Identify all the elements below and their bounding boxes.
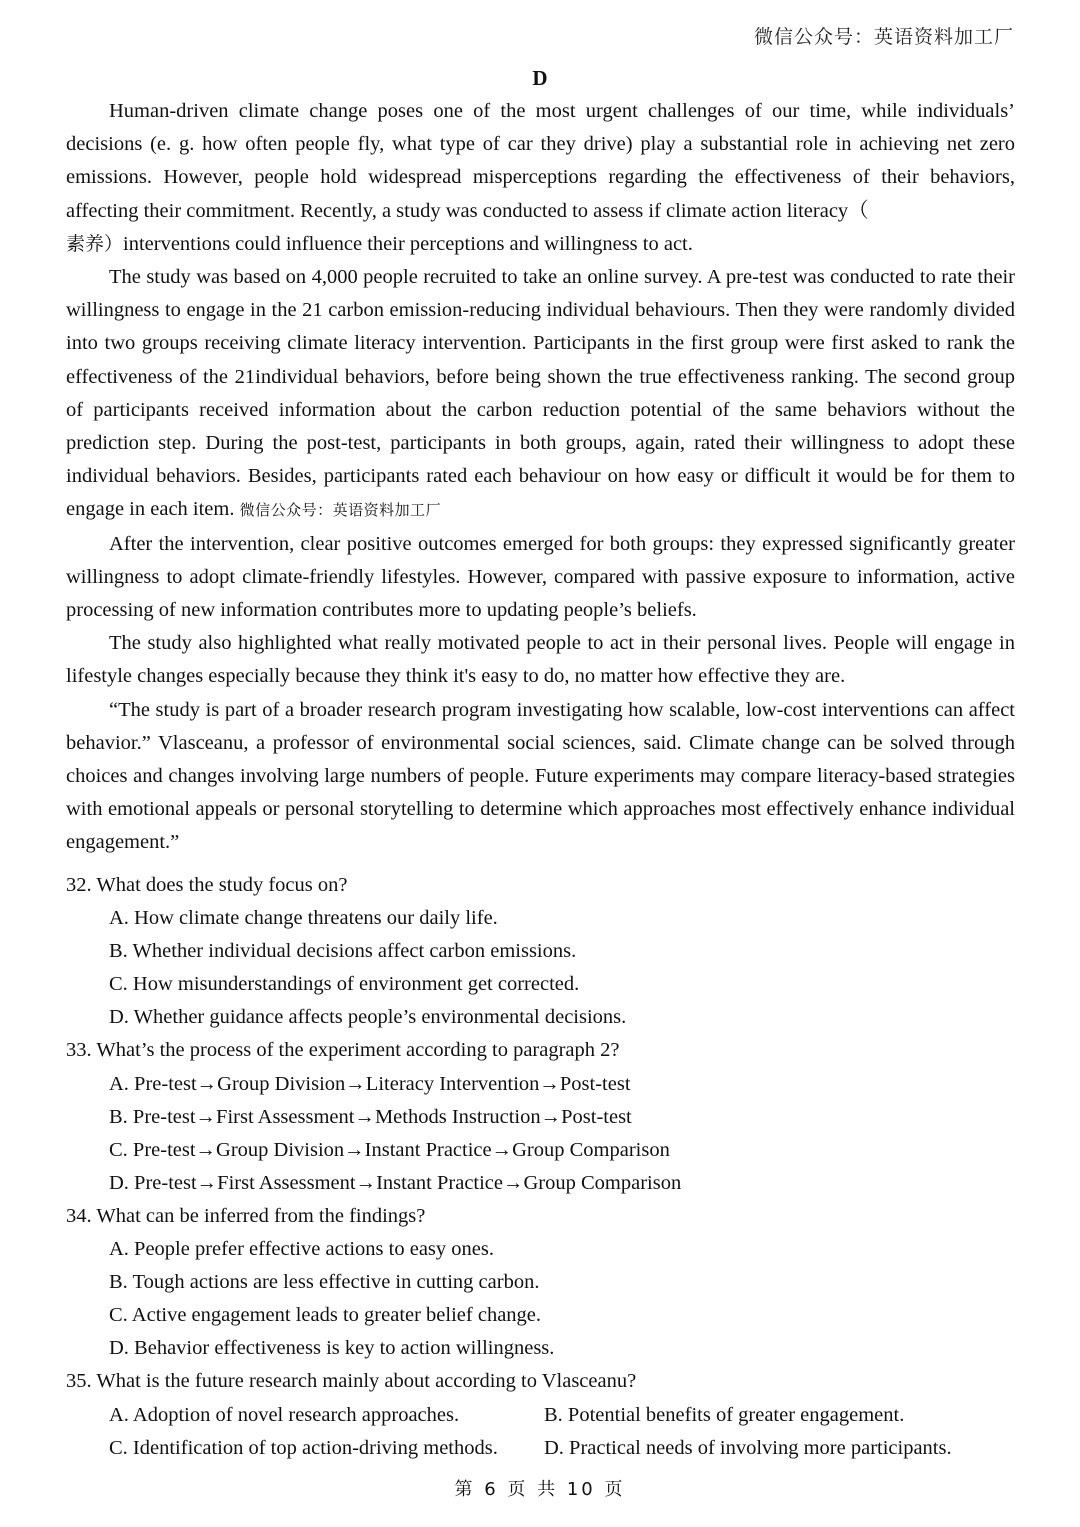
question-34-option-a: A. People prefer effective actions to easy ones. xyxy=(109,1238,494,1261)
section-title: D xyxy=(532,66,548,90)
question-34-option-c: C. Active engagement leads to greater belief change. xyxy=(109,1304,542,1327)
question-33-option-d: D. Pre-test→First Assessment→Instant Practice→Group Comparison xyxy=(109,1171,682,1194)
question-33-option-b: B. Pre-test→First Assessment→Methods Instruction→Post-test xyxy=(109,1105,632,1128)
question-34-option-d: D. Behavior effectiveness is key to action willingness. xyxy=(109,1337,555,1360)
question-35-row-1 xyxy=(109,1399,1015,1432)
question-35-option-a: A. Adoption of novel research approaches. xyxy=(109,1403,460,1426)
question-32-option-c: C. How misunderstandings of environment get corrected. xyxy=(109,973,580,996)
paragraph-3: After the intervention, clear positive outcomes emerged for both groups: they expressed significantly greater willingness to adopt climate-friendly lifestyles. However, compared with passive exposure to information, active processing of new information contributes more to updating people’s beliefs. xyxy=(66,532,1015,622)
question-32-stem: 32. What does the study focus on? xyxy=(66,874,348,896)
question-35-stem: 35. What is the future research mainly about according to Vlasceanu? xyxy=(66,1370,637,1393)
question-32-option-d: D. Whether guidance affects people’s environmental decisions. xyxy=(109,1006,627,1029)
question-34-option-b: B. Tough actions are less effective in cutting carbon. xyxy=(109,1271,540,1294)
question-32-option-b: B. Whether individual decisions affect carbon emissions. xyxy=(109,940,577,963)
header-watermark: 微信公众号：英语资料加工厂 xyxy=(753,26,1014,48)
paragraph-1 xyxy=(66,95,1015,261)
question-33-stem: 33. What’s the process of the experiment according to paragraph 2? xyxy=(66,1039,620,1062)
paragraph-2-text: The study was based on 4,000 people recruited to take an online survey. A pre-test was conducted to rate their willingness to engage in the 21 carbon emission-reducing individual behaviours. Then they were randomly divided into two groups receiving climate literacy intervention. Participants in the first group were first asked to rank the effectiveness of the 21individual behaviors, before being shown the true effectiveness ranking. The second group of participants received information about the carbon reduction potential of the same behaviors without the prediction step. During the post-test, participants in both groups, again, rated their willingness to adopt these individual behaviors. Besides, participants rated each behaviour on how easy or difficult it would be for them to engage in each item. xyxy=(66,266,1015,521)
question-34-stem: 34. What can be inferred from the findings? xyxy=(66,1204,426,1227)
question-list xyxy=(66,869,1015,1465)
paragraph-1-tail: interventions could influence their perceptions and willingness to act. xyxy=(123,232,693,255)
question-35-row-2 xyxy=(109,1432,1015,1465)
question-33-option-a: A. Pre-test→Group Division→Literacy Intervention→Post-test xyxy=(109,1072,631,1095)
paragraph-5: “The study is part of a broader research program investigating how scalable, low-cost interventions can affect behavior.” Vlasceanu, a professor of environmental social sciences, said. Climate change can be solved through choices and changes involving large numbers of people. Future experiments may compare literacy-based strategies with emotional appeals or personal storytelling to determine which approaches most effectively enhance individual engagement.” xyxy=(66,698,1015,854)
paragraph-1-text: Human-driven climate change poses one of the most urgent challenges of our time, while individuals’ decisions (e. g. how often people fly, what type of car they drive) play a substantial role in achieving net zero emissions. However, people hold widespread misperceptions regarding the effectiveness of their behaviors, affecting their commitment. Recently, a study was conducted to assess if climate action literacy（ xyxy=(66,100,1015,222)
inline-watermark: 微信公众号：英语资料加工厂 xyxy=(239,501,442,520)
question-35-option-d: D. Practical needs of involving more participants. xyxy=(544,1436,952,1459)
question-35-option-c: C. Identification of top action-driving methods. xyxy=(109,1436,498,1459)
paragraph-1-cjk-note: 素养） xyxy=(66,232,124,255)
reading-passage xyxy=(66,95,1015,860)
question-35-option-b: B. Potential benefits of greater engagement. xyxy=(544,1403,905,1426)
paragraph-2 xyxy=(66,261,1015,528)
question-33-option-c: C. Pre-test→Group Division→Instant Practice→Group Comparison xyxy=(109,1138,670,1161)
page-number: 第 6 页 共 10 页 xyxy=(454,1479,626,1500)
paragraph-4: The study also highlighted what really motivated people to act in their personal lives. People will engage in lifestyle changes especially because they think it's easy to do, no matter how effective they are. xyxy=(66,632,1015,688)
question-32-option-a: A. How climate change threatens our daily life. xyxy=(109,907,498,930)
